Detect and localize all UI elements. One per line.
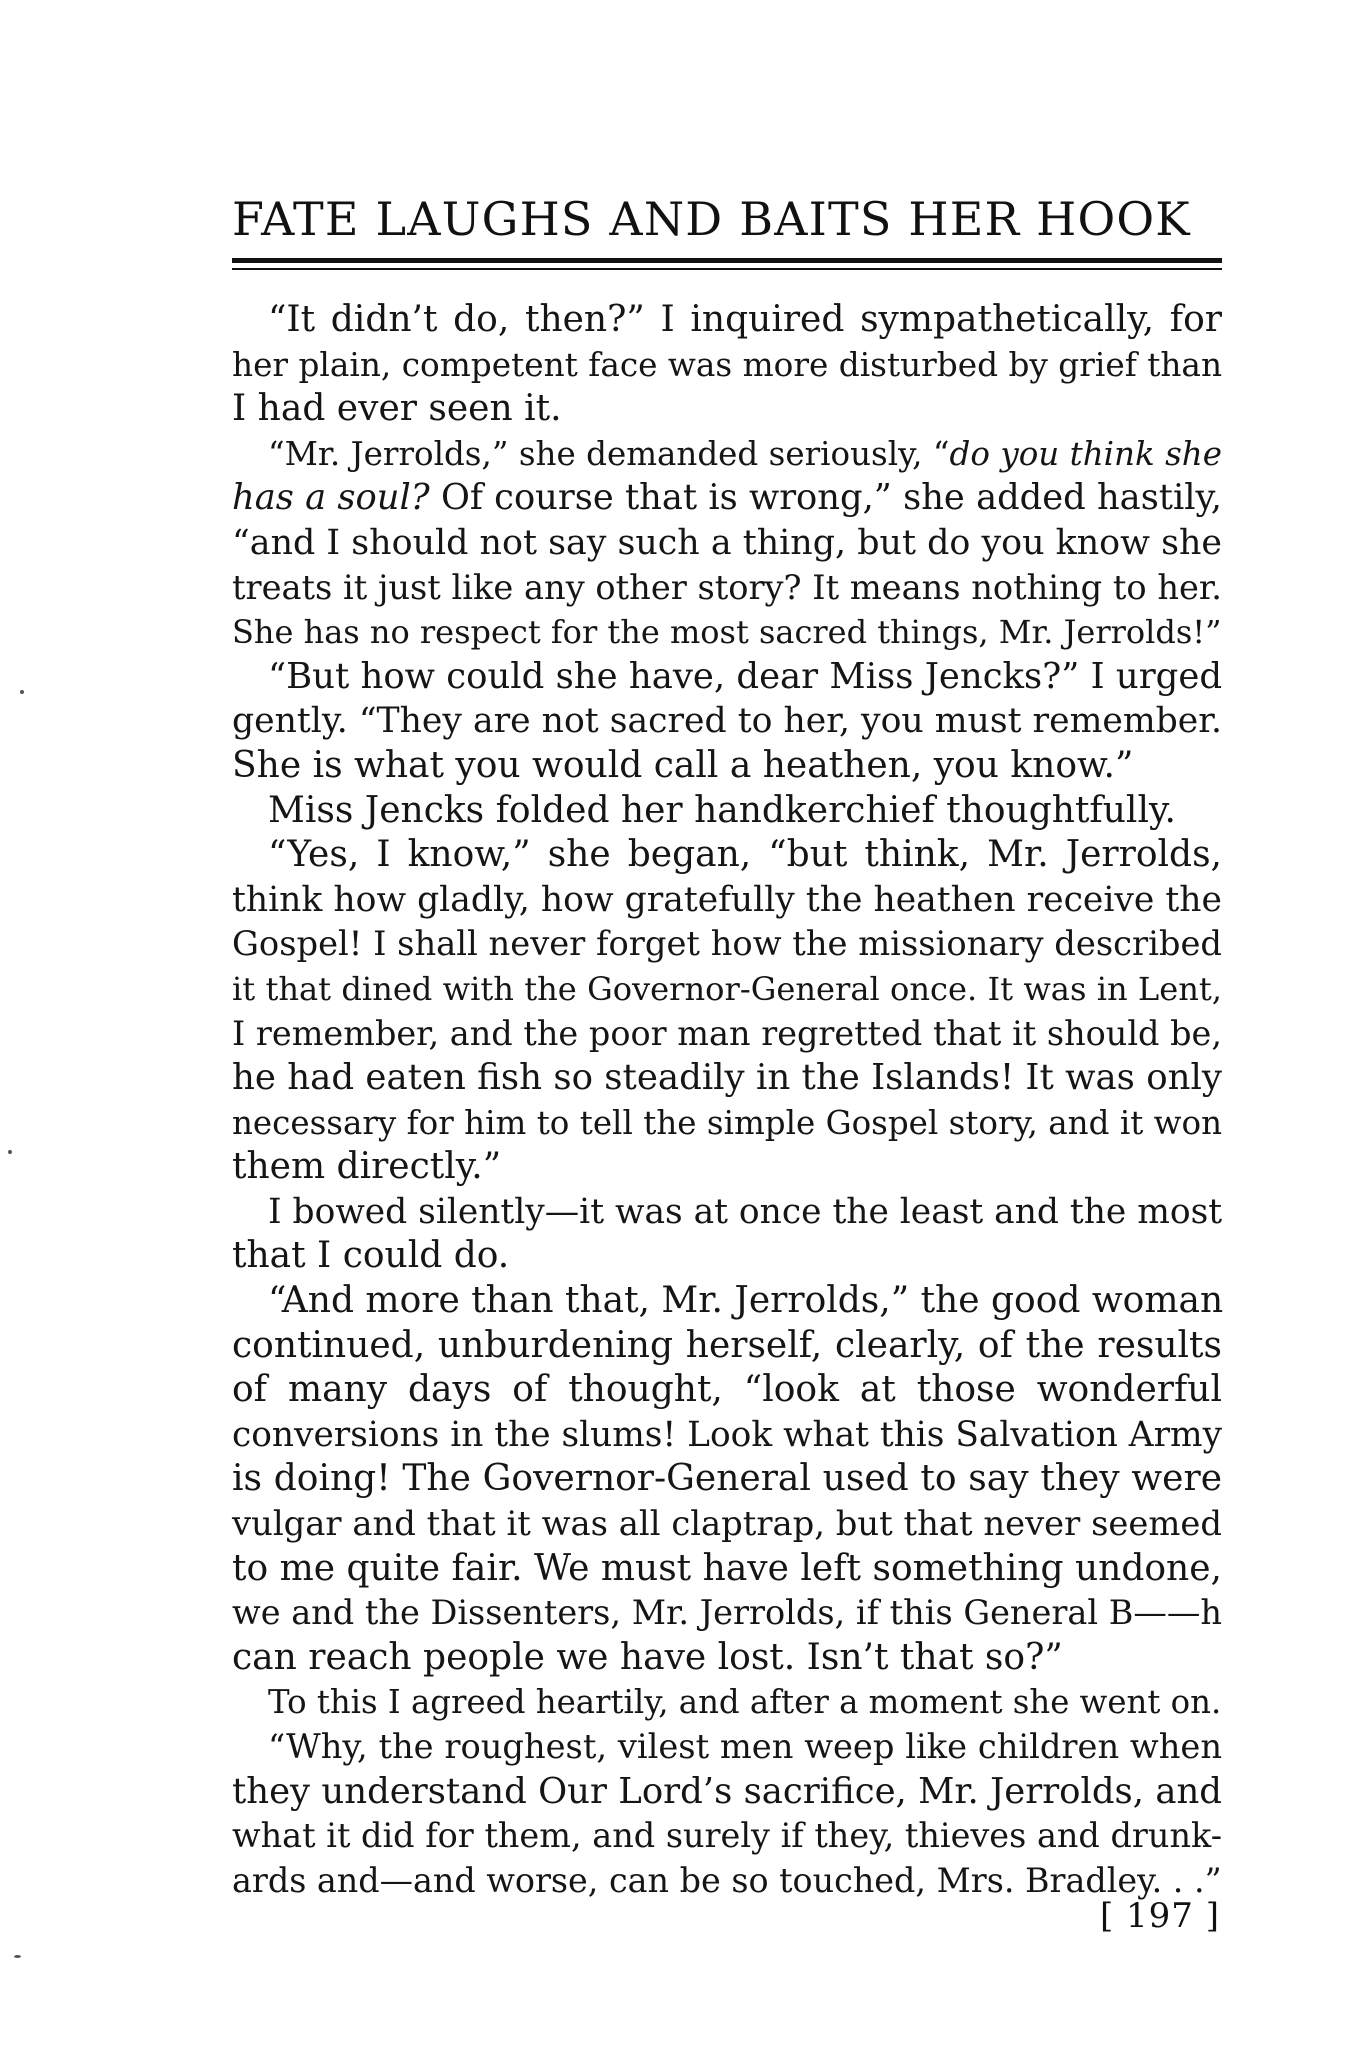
- text-line: “It didn’t do, then?” I inquired sympathetically, for: [268, 299, 1222, 340]
- emphasis: do you think she: [949, 434, 1222, 473]
- text-line: think how gladly, how gratefully the heathen receive the: [232, 879, 1222, 920]
- paragraph: [232, 833, 1222, 1190]
- text-line: “Why, the roughest, vilest men weep like children when: [268, 1727, 1222, 1766]
- text-line: necessary for him to tell the simple Gospel story, and it won: [232, 1103, 1222, 1142]
- title-rule-thick: [232, 258, 1222, 263]
- print-speck: [8, 1150, 12, 1154]
- title-rule-thin: [232, 268, 1222, 270]
- text-line: She has no respect for the most sacred things, Mr. Jerrolds!”: [232, 613, 1222, 652]
- text-line: what it did for them, and surely if they, thieves and drunk-: [232, 1816, 1222, 1856]
- paragraph: [232, 432, 1222, 655]
- text-line: he had eaten fish so steadily in the Islands! It was only: [232, 1057, 1222, 1099]
- text-line: that I could do.: [232, 1235, 510, 1277]
- text-line: has a soul? Of course that is wrong,” she added hastily,: [232, 477, 1222, 519]
- text-line: I remember, and the poor man regretted that it should be,: [232, 1013, 1222, 1053]
- text-line: vulgar and that it was all claptrap, but that never seemed: [232, 1504, 1222, 1544]
- text-line: Gospel! I shall never forget how the missionary described: [232, 924, 1222, 964]
- paragraph: [232, 1279, 1222, 1680]
- text-line: I had ever seen it.: [232, 388, 562, 430]
- text-line: She is what you would call a heathen, you know.”: [232, 744, 1134, 786]
- text-line: “Mr. Jerrolds,” she demanded seriously, “do you think she: [268, 434, 1222, 473]
- text-line: is doing! The Governor-General used to say they were: [232, 1458, 1222, 1500]
- paragraph: [232, 655, 1222, 789]
- body-text: [232, 298, 1222, 1903]
- print-speck: [20, 690, 24, 694]
- running-title: FATE LAUGHS AND BAITS HER HOOK: [232, 192, 1191, 246]
- paragraph: [232, 1725, 1222, 1903]
- paragraph: [232, 298, 1222, 432]
- text-line: I bowed silently—it was at once the least and the most: [268, 1191, 1223, 1232]
- text-line: “Yes, I know,” she began, “but think, Mr. Jerrolds,: [268, 834, 1222, 876]
- paragraph: [232, 789, 1222, 834]
- text-line: conversions in the slums! Look what this Salvation Army: [232, 1414, 1222, 1455]
- page-number: [ 197 ]: [1099, 1896, 1220, 1936]
- text-line: of many days of thought, “look at those wonderful: [232, 1369, 1222, 1411]
- text-line: To this I agreed heartily, and after a moment she went on.: [268, 1683, 1222, 1722]
- text-line: we and the Dissenters, Mr. Jerrolds, if this General B——h: [232, 1593, 1222, 1633]
- text-line: ards and—and worse, can be so touched, Mrs. Bradley. . .”: [232, 1860, 1222, 1900]
- print-speck: [14, 1955, 21, 1958]
- text-line: Miss Jencks folded her handkerchief thoughtfully.: [268, 789, 1176, 831]
- paragraph: [232, 1680, 1222, 1725]
- text-line: gently. “They are not sacred to her, you must remember.: [232, 701, 1222, 742]
- text-line: can reach people we have lost. Isn’t that so?”: [232, 1636, 1063, 1678]
- text-line: continued, unburdening herself, clearly, of the results: [232, 1324, 1222, 1366]
- text-line: they understand Our Lord’s sacrifice, Mr. Jerrolds, and: [232, 1770, 1222, 1812]
- paragraph: [232, 1190, 1222, 1279]
- text-line: them directly.”: [232, 1146, 502, 1188]
- text-line: “But how could she have, dear Miss Jencks?” I urged: [268, 655, 1222, 697]
- text-line: it that dined with the Governor-General once. It was in Lent,: [232, 969, 1222, 1008]
- text-line: “and I should not say such a thing, but do you know she: [232, 522, 1222, 563]
- emphasis: has a soul?: [232, 477, 430, 519]
- text-line: to me quite fair. We must have left something undone,: [232, 1547, 1222, 1589]
- text-line: her plain, competent face was more disturbed by grief than: [232, 345, 1223, 384]
- text-line: “And more than that, Mr. Jerrolds,” the good woman: [268, 1280, 1224, 1322]
- text-line: treats it just like any other story? It means nothing to her.: [232, 567, 1222, 607]
